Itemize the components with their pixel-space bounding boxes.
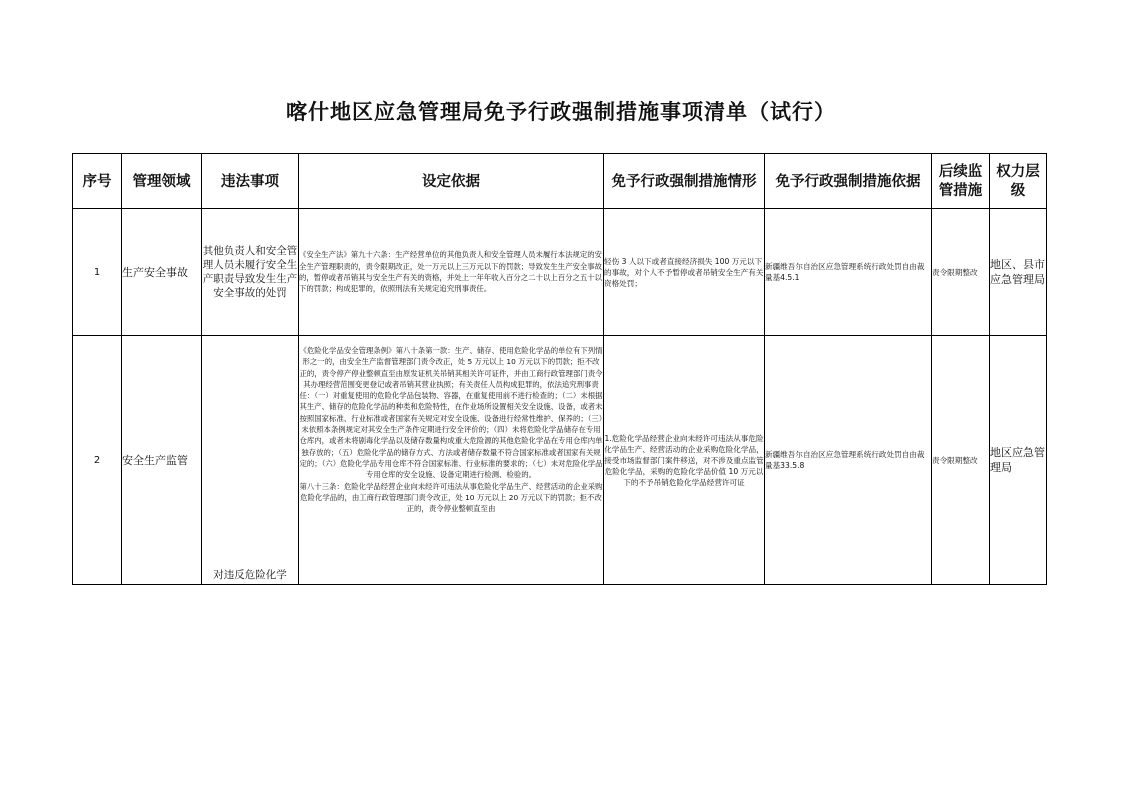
row-domain: 安全生产监管 [122, 336, 202, 585]
measures-table [72, 153, 1047, 585]
row-basis: 《安全生产法》第九十六条：生产经营单位的其他负责人和安全管理人员未履行本法规定的安全生产管理职责的，责令限期改正，处一万元以上三万元以下的罚款；导致发生生产安全事故的，暂停或者吊销其与安全生产有关的资格，并处上一年年收入百分之二十以上百分之五十以下的罚款；构成犯罪的，依照刑法有关规定追究刑事责任。 [299, 209, 604, 336]
row-situation: 1.危险化学品经营企业向未经许可违法从事危险化学品生产、经营活动的企业采购危险化学品，接受市场监督部门案件移送，对不涉及重点监管危险化学品，采购的危险化学品价值 10 万元以下的不予吊销危险化学品经营许可证 [604, 336, 765, 585]
row-follow-up: 责令限期整改 [932, 336, 990, 585]
header-level: 权力层级 [990, 154, 1047, 209]
table-row [73, 336, 1047, 585]
header-follow-up: 后续监管措施 [932, 154, 990, 209]
table-row [73, 209, 1047, 336]
row-index: 2 [73, 336, 122, 585]
header-basis: 设定依据 [299, 154, 604, 209]
header-situation: 免予行政强制措施情形 [604, 154, 765, 209]
page-title: 喀什地区应急管理局免予行政强制措施事项清单（试行） [286, 99, 836, 124]
row-index: 1 [73, 209, 122, 336]
row-violation: 其他负责人和安全管理人员未履行安全生产职责导致发生生产安全事故的处罚 [202, 209, 299, 336]
row-level: 地区应急管理局 [990, 336, 1047, 585]
row-basis-cell [299, 336, 604, 585]
header-domain: 管理领域 [122, 154, 202, 209]
row-level: 地区、县市应急管理局 [990, 209, 1047, 336]
row-reference: 新疆维吾尔自治区应急管理系统行政处罚自由裁量基33.5.8 [765, 336, 932, 585]
header-index: 序号 [73, 154, 122, 209]
header-violation: 违法事项 [202, 154, 299, 209]
row-follow-up: 责令限期整改 [932, 209, 990, 336]
row-basis: 《危险化学品安全管理条例》第八十条第一款：生产、储存、使用危险化学品的单位有下列情形之一的，由安全生产监督管理部门责令改正，处 5 万元以上 10 万元以下的罚款；拒不改正的，责令停产停业整顿直至由原发证机关吊销其相关许可证件，并由工商行政管理部门责令其办理经营范围变更登记或者吊销其营业执照；有关责任人员构成犯罪的，依法追究刑事责任：（一）对重复使用的危险化学品包装物、容器，在重复使用前不进行检查的；（二）未根据其生产、储存的危险化学品的种类和危险特性，在作业场所设置相关安全设施、设备，或者未按照国家标准、行业标准或者国家有关规定对安全设施、设备进行经常性维护、保养的；（三）未依照本条例规定对其安全生产条件定期进行安全评价的；（四）未将危险化学品储存在专用仓库内，或者未将剧毒化学品以及储存数量构成重大危险源的其他危险化学品在专用仓库内单独存放的；（五）危险化学品的储存方式、方法或者储存数量不符合国家标准或者国家有关规定的；（六）危险化学品专用仓库不符合国家标准、行业标准的要求的；（七）未对危险化学品专用仓库的安全设施、设备定期进行检测、检验的。 第八十三条：危险化学品经营企业向未经许可违法从事危险化学品生产、经营活动的企业采购危险化学品的，由工商行政管理部门责令改正，处 10 万元以上 20 万元以下的罚款；拒不改正的，责令停业整顿直至由 [299, 346, 603, 514]
row-situation: 轻伤 3 人以下或者直接经济损失 100 万元以下的事故，对个人不予暂停或者吊销安全生产有关资格处罚； [604, 209, 765, 336]
header-row [73, 154, 1047, 209]
row-violation-cell [202, 336, 299, 585]
row-domain: 生产安全事故 [122, 209, 202, 336]
header-reference: 免予行政强制措施依据 [765, 154, 932, 209]
row-violation: 对违反危险化学 [213, 569, 287, 581]
row-reference: 新疆维吾尔自治区应急管理系统行政处罚自由裁量基4.5.1 [765, 209, 932, 336]
